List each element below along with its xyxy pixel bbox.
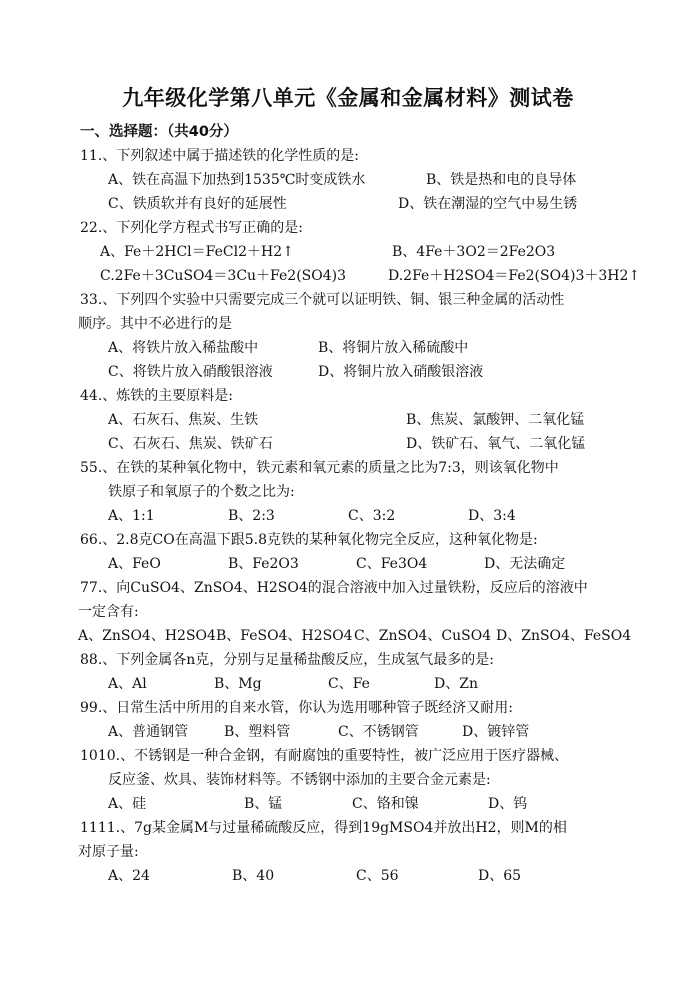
question-5-continued: 铁原子和氧原子的个数之比为: bbox=[108, 484, 295, 500]
section-heading: 一、选择题：（共40分） bbox=[80, 124, 238, 140]
q2-option-b: B、4Fe＋3O2＝2Fe2O3 bbox=[392, 244, 556, 260]
q6-option-d: D、无法确定 bbox=[484, 556, 566, 572]
q2-option-a: A、Fe＋2HCl＝FeCl2＋H2↑ bbox=[100, 244, 294, 260]
question-4: 44.、炼铁的主要原料是: bbox=[80, 388, 233, 404]
q8-option-b: B、Mg bbox=[214, 676, 262, 692]
question-8: 88.、下列金属各n克，分别与足量稀盐酸反应，生成氢气最多的是: bbox=[80, 652, 494, 668]
page-title: 九年级化学第八单元《金属和金属材料》测试卷 bbox=[122, 86, 574, 110]
question-7: 77.、向CuSO4、ZnSO4、H2SO4的混合溶液中加入过量铁粉，反应后的溶液中 bbox=[80, 580, 588, 596]
q11-option-b: B、40 bbox=[232, 868, 275, 884]
q5-option-a: A、1:1 bbox=[108, 508, 155, 524]
q6-option-a: A、FeO bbox=[108, 556, 161, 572]
q7-option-a: A、ZnSO4、H2SO4 bbox=[78, 628, 216, 644]
q10-option-d: D、钨 bbox=[488, 796, 528, 812]
q8-option-a: A、Al bbox=[108, 676, 147, 692]
question-11-continued: 对原子量: bbox=[78, 844, 139, 860]
q5-option-d: D、3:4 bbox=[468, 508, 516, 524]
q10-option-c: C、铬和镍 bbox=[352, 796, 419, 812]
q5-option-b: B、2:3 bbox=[228, 508, 275, 524]
question-5: 55.、在铁的某种氧化物中，铁元素和氧元素的质量之比为7:3，则该氧化物中 bbox=[80, 460, 559, 476]
q1-option-d: D、铁在潮湿的空气中易生锈 bbox=[398, 196, 578, 212]
question-6: 66.、2.8克CO在高温下跟5.8克铁的某种氧化物完全反应，这种氧化物是: bbox=[80, 532, 538, 548]
q11-option-d: D、65 bbox=[478, 868, 522, 884]
q1-option-c: C、铁质软并有良好的延展性 bbox=[108, 196, 287, 212]
q8-option-c: C、Fe bbox=[328, 676, 370, 692]
q10-option-b: B、锰 bbox=[244, 796, 283, 812]
q2-option-d: D.2Fe＋H2SO4＝Fe2(SO4)3＋3H2↑ bbox=[388, 268, 641, 284]
q6-option-c: C、Fe3O4 bbox=[356, 556, 428, 572]
q9-option-b: B、塑料管 bbox=[224, 724, 291, 740]
q3-option-d: D、将铜片放入硝酸银溶液 bbox=[318, 364, 484, 380]
q4-option-d: D、铁矿石、氧气、二氧化锰 bbox=[406, 436, 586, 452]
q3-option-a: A、将铁片放入稀盐酸中 bbox=[108, 340, 259, 356]
q4-option-b: B、焦炭、氯酸钾、二氧化锰 bbox=[406, 412, 585, 428]
question-3: 33.、下列四个实验中只需要完成三个就可以证明铁、铜、银三种金属的活动性 bbox=[80, 292, 565, 308]
q6-option-b: B、Fe2O3 bbox=[228, 556, 299, 572]
question-10: 1010.、不锈钢是一种合金钢，有耐腐蚀的重要特性，被广泛应用于医疗器械、 bbox=[80, 748, 569, 764]
q8-option-d: D、Zn bbox=[434, 676, 478, 692]
q1-option-a: A、铁在高温下加热到1535℃时变成铁水 bbox=[108, 172, 366, 188]
question-9: 99.、日常生活中所用的自来水管，你认为选用哪种管子既经济又耐用: bbox=[80, 700, 513, 716]
question-1: 11.、下列叙述中属于描述铁的化学性质的是: bbox=[80, 148, 359, 164]
question-11: 1111.、7g某金属M与过量稀硫酸反应，得到19gMSO4并放出H2，则M的相 bbox=[80, 820, 567, 836]
question-2: 22.、下列化学方程式书写正确的是: bbox=[80, 220, 303, 236]
q4-option-c: C、石灰石、焦炭、铁矿石 bbox=[108, 436, 273, 452]
q11-option-c: C、56 bbox=[356, 868, 399, 884]
q9-option-a: A、普通钢管 bbox=[108, 724, 189, 740]
question-3-continued: 顺序。其中不必进行的是 bbox=[78, 316, 232, 332]
question-7-continued: 一定含有: bbox=[78, 604, 139, 620]
q5-option-c: C、3:2 bbox=[348, 508, 396, 524]
q3-option-c: C、将铁片放入硝酸银溶液 bbox=[108, 364, 273, 380]
q4-option-a: A、石灰石、焦炭、生铁 bbox=[108, 412, 259, 428]
q7-option-c: C、ZnSO4、CuSO4 bbox=[354, 628, 492, 644]
q9-option-c: C、不锈钢管 bbox=[338, 724, 419, 740]
q10-option-a: A、硅 bbox=[108, 796, 147, 812]
q7-option-d: D、ZnSO4、FeSO4 bbox=[496, 628, 632, 644]
q11-option-a: A、24 bbox=[108, 868, 150, 884]
q1-option-b: B、铁是热和电的良导体 bbox=[426, 172, 577, 188]
q3-option-b: B、将铜片放入稀硫酸中 bbox=[318, 340, 469, 356]
question-10-continued: 反应釜、炊具、装饰材料等。不锈钢中添加的主要合金元素是: bbox=[108, 772, 491, 788]
q9-option-d: D、镀锌管 bbox=[462, 724, 530, 740]
q2-option-c: C.2Fe＋3CuSO4＝3Cu＋Fe2(SO4)3 bbox=[100, 268, 346, 284]
q7-option-b: B、FeSO4、H2SO4 bbox=[216, 628, 353, 644]
